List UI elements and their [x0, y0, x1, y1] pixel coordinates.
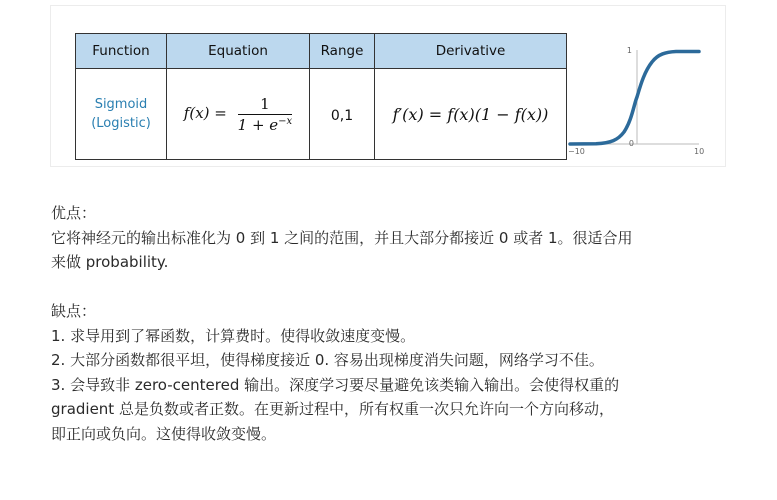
activation-function-table: [75, 33, 567, 160]
cons-line: 2. 大部分函数都很平坦，使得梯度接近 0. 容易出现梯度消失问题，网络学习不佳。: [51, 351, 604, 369]
equation-lhs: f(x) =: [183, 104, 227, 122]
function-alias: (Logistic): [91, 116, 151, 131]
pros-line: 它将神经元的输出标准化为 0 到 1 之间的范围，并且大部分都接近 0 或者 1。很适合用: [51, 228, 633, 247]
header-equation: Equation: [167, 34, 310, 69]
x-min-label: −10: [568, 147, 585, 156]
pros-section: [51, 201, 741, 275]
cons-line: 即正向或负向。这使得收敛变慢。: [51, 424, 277, 443]
cons-line: 1. 求导用到了幂函数，计算费时。使得收敛速度变慢。: [51, 326, 416, 345]
equation-fraction: [238, 95, 293, 134]
equation-numerator: 1: [238, 95, 293, 115]
header-derivative: Derivative: [375, 34, 567, 69]
denominator-base: 1 + e: [237, 115, 279, 134]
cons-line: 3. 会导致非 zero-centered 输出。深度学习要尽量避免该类输入输出。会使得权重的: [51, 375, 620, 394]
equation-denominator: [238, 115, 293, 134]
y-top-label: 1: [626, 46, 632, 55]
range-value: 0,1: [330, 107, 354, 124]
sigmoid-curve: [570, 52, 699, 145]
function-name: Sigmoid: [94, 97, 148, 112]
header-range: Range: [310, 34, 375, 69]
pros-line: 来做 probability.: [51, 253, 169, 271]
cell-function: [76, 69, 167, 160]
cons-section: [51, 299, 741, 446]
cons-title: 缺点：: [51, 302, 97, 320]
x-max-label: 10: [694, 147, 705, 156]
table-header-row: [76, 34, 567, 69]
cell-range: [310, 69, 375, 160]
header-function: Function: [76, 34, 167, 69]
table-row: [76, 69, 567, 160]
y-bottom-label: 0: [628, 139, 634, 148]
denominator-exponent: −x: [278, 115, 293, 127]
cons-line: gradient 总是负数或者正数。在更新过程中，所有权重一次只允许向一个方向移动，: [51, 400, 614, 418]
cell-derivative: [375, 69, 567, 160]
derivative-formula: f′(x) = f(x)(1 − f(x)): [392, 104, 549, 124]
equation: [183, 94, 293, 134]
pros-title: 优点：: [51, 204, 97, 222]
cell-equation: [167, 69, 310, 160]
sigmoid-plot: [566, 42, 706, 157]
